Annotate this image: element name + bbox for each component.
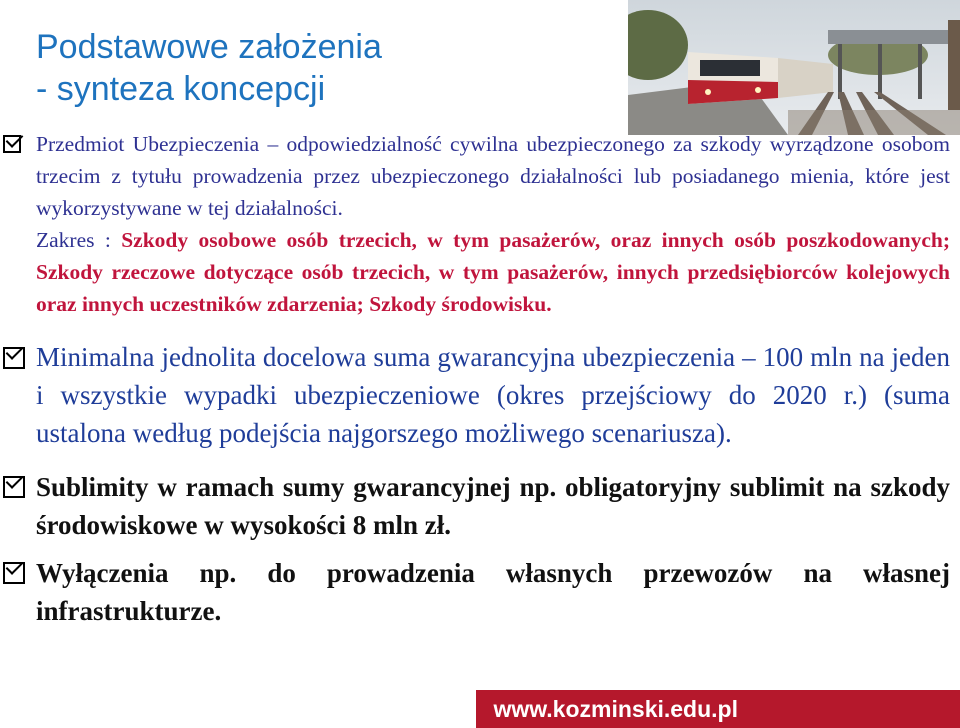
bullet-scope <box>0 224 960 320</box>
checkbox-bullet-icon <box>3 562 25 584</box>
title-line-1: Podstawowe założenia <box>36 28 382 66</box>
footer-url[interactable]: www.kozminski.edu.pl <box>493 696 738 722</box>
bullet-exclusions-text: Wyłączenia np. do prowadzenia własnych przewozów na własnej infrastrukturze. <box>36 558 950 626</box>
bullet-minimum-sum-text: Minimalna jednolita docelowa suma gwarancyjna ubezpieczenia – 100 mln na jeden i wszystkie wypadki ubezpieczeniowe (okres przejściowy do 2020 r.) (suma ustalona według podejścia najgorszego możliwego scenariusza). <box>36 342 950 448</box>
checkbox-bullet-icon <box>3 347 25 369</box>
footer-bar <box>476 690 960 728</box>
bullet-sublimits-text: Sublimity w ramach sumy gwarancyjnej np. obligatoryjny sublimit na szkody środowiskowe w wysokości 8 mln zł. <box>36 472 950 540</box>
title-line-2: - synteza koncepcji <box>36 70 326 108</box>
train-photo-image <box>628 0 960 135</box>
bullet-subject-text: Przedmiot Ubezpieczenia – odpowiedzialność cywilna ubezpieczonego za szkody wyrządzone osobom trzecim z tytułu prowadzenia przez ubezpieczonego działalności lub posiadanego mienia, które jest wykorzystywane w tej działalności. <box>36 132 950 220</box>
bullet-minimum-sum <box>0 338 960 452</box>
scope-highlight: Szkody osobowe osób trzecich, w tym pasażerów, oraz innych osób poszkodowanych; Szkody rzeczowe dotyczące osób trzecich, w tym pasażerów, innych przedsiębiorców kolejowych oraz innych uczestników zdarzenia; Szkody środowisku. <box>36 228 950 316</box>
train-photo <box>628 0 960 135</box>
bullet-subject <box>0 128 960 224</box>
bullet-sublimits <box>0 468 960 544</box>
slide-title <box>36 26 382 110</box>
slide-body <box>0 128 960 630</box>
checkbox-bullet-icon <box>3 135 21 153</box>
scope-prefix: Zakres : <box>36 228 122 252</box>
bullet-exclusions <box>0 554 960 630</box>
checkbox-bullet-icon <box>3 476 25 498</box>
